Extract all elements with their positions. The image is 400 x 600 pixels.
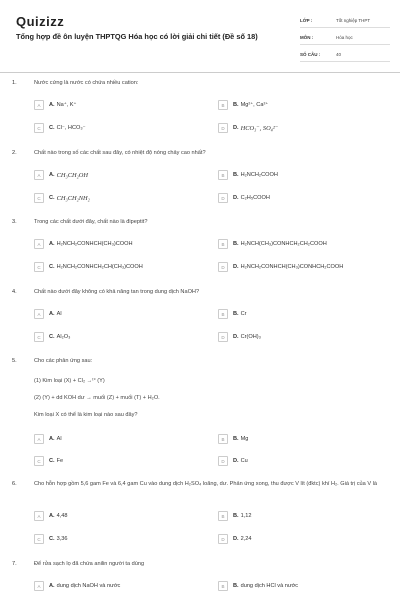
option-letter-badge: D <box>218 262 228 272</box>
option-c[interactable] <box>34 332 70 342</box>
option-label: A. <box>49 436 55 442</box>
option-label: A. <box>49 172 55 178</box>
question-4 <box>12 289 392 349</box>
option-letter-badge: A <box>34 511 44 521</box>
meta-value: 40 <box>336 52 342 57</box>
option-b[interactable] <box>218 581 298 591</box>
option-c[interactable] <box>34 534 67 544</box>
question-number: 2. <box>12 150 17 156</box>
quizizz-logo: Quizizz <box>16 14 65 29</box>
page-header <box>0 0 400 72</box>
meta-row-subject <box>300 31 390 45</box>
option-text: CH₃CH₂OH <box>56 171 89 179</box>
option-letter-badge: D <box>218 534 228 544</box>
option-letter-badge: D <box>218 193 228 203</box>
option-label: B. <box>233 172 239 178</box>
option-text: Mg <box>240 436 249 442</box>
option-text: H₂NCH₂CONHCH(CH₃)COOH <box>56 241 133 247</box>
option-label: C. <box>49 264 55 270</box>
header-divider <box>0 72 400 73</box>
option-letter-badge: C <box>34 193 44 203</box>
option-b[interactable] <box>218 239 327 249</box>
option-text: 2,24 <box>240 536 252 542</box>
option-text: HCO₃⁻, SO₄²⁻ <box>240 125 279 132</box>
option-label: B. <box>233 583 239 589</box>
option-letter-badge: C <box>34 123 44 133</box>
option-c[interactable] <box>34 123 86 133</box>
option-text: 3,36 <box>56 536 68 542</box>
option-a[interactable] <box>34 170 88 180</box>
option-letter-badge: A <box>34 239 44 249</box>
question-2 <box>12 150 392 210</box>
option-text: Cr(OH)₃ <box>240 334 261 340</box>
option-label: C. <box>49 334 55 340</box>
option-label: D. <box>233 264 239 270</box>
question-text: Cho các phản ứng sau: <box>34 358 93 364</box>
document-title: Tổng hợp đề ôn luyện THPTQG Hóa học có lời giải chi tiết (Đề số 18) <box>16 32 258 41</box>
option-a[interactable] <box>34 511 67 521</box>
option-letter-badge: A <box>34 170 44 180</box>
question-number: 5. <box>12 358 17 364</box>
option-letter-badge: B <box>218 511 228 521</box>
option-b[interactable] <box>218 511 251 521</box>
option-label: A. <box>49 583 55 589</box>
question-7 <box>12 561 392 597</box>
option-text: dung dịch NaOH và nước <box>56 583 121 589</box>
option-text: Fe <box>56 458 64 464</box>
option-text: H₂NCH₂CONHCH(CH₃)CONHCH₂COOH <box>240 264 344 270</box>
option-text: CH₃CH₂NH₂ <box>56 194 90 202</box>
question-text: Để rửa sạch lọ đã chứa anilin người ta dùng <box>34 561 145 567</box>
option-text: Cl⁻, HCO₃⁻ <box>56 125 86 131</box>
option-text: 4,48 <box>56 513 68 519</box>
question-3 <box>12 219 392 279</box>
option-d[interactable] <box>218 534 251 544</box>
option-letter-badge: C <box>34 332 44 342</box>
option-letter-badge: B <box>218 434 228 444</box>
option-letter-badge: B <box>218 581 228 591</box>
option-label: D. <box>233 458 239 464</box>
option-label: D. <box>233 125 239 131</box>
option-d[interactable] <box>218 332 261 342</box>
option-letter-badge: C <box>34 262 44 272</box>
question-number: 7. <box>12 561 17 567</box>
option-b[interactable] <box>218 170 278 180</box>
option-b[interactable] <box>218 100 268 110</box>
question-text: Chất nào trong số các chất sau đây, có nhiệt độ nóng chảy cao nhất? <box>34 150 206 156</box>
option-d[interactable] <box>218 262 343 272</box>
option-text: Cr <box>240 311 247 317</box>
option-letter-badge: A <box>34 581 44 591</box>
option-d[interactable] <box>218 193 270 203</box>
option-letter-badge: B <box>218 170 228 180</box>
option-d[interactable] <box>218 456 248 466</box>
option-a[interactable] <box>34 239 133 249</box>
question-number: 4. <box>12 289 17 295</box>
question-number: 1. <box>12 80 17 86</box>
question-line: (1) Kim loại (X) + Cl₂ →ᵗ° (Y) <box>34 378 105 384</box>
meta-key: MÔN : <box>300 35 314 40</box>
option-label: C. <box>49 195 55 201</box>
option-text: Al₂O₃ <box>56 334 71 340</box>
question-text: Nước cứng là nước có chứa nhiều cation: <box>34 80 139 86</box>
option-text: Mg²⁺, Ca²⁺ <box>240 102 269 108</box>
option-text: 1,12 <box>240 513 252 519</box>
question-5 <box>12 358 392 473</box>
question-text: Trong các chất dưới đây, chất nào là đipeptit? <box>34 219 148 225</box>
question-text: Chất nào dưới đây không có khả năng tan trong dung dịch NaOH? <box>34 289 200 295</box>
meta-key: SỐ CÂU : <box>300 52 321 57</box>
option-letter-badge: D <box>218 123 228 133</box>
meta-row-class <box>300 14 390 28</box>
option-text: Cu <box>240 458 248 464</box>
option-text: C₂H₅COOH <box>240 195 270 201</box>
option-letter-badge: A <box>34 100 44 110</box>
option-letter-badge: A <box>34 434 44 444</box>
option-label: C. <box>49 125 55 131</box>
option-label: B. <box>233 102 239 108</box>
question-line: (2) (Y) + dd KOH dư → muối (Z) + muối (T) + H₂O. <box>34 395 160 401</box>
option-text: H₂NCH(CH₃)CONHCH₂CH₂COOH <box>240 241 327 247</box>
option-c[interactable] <box>34 193 90 203</box>
option-label: C. <box>49 458 55 464</box>
option-a[interactable] <box>34 434 62 444</box>
question-6 <box>12 481 392 551</box>
question-1 <box>12 80 392 140</box>
meta-row-count <box>300 48 390 62</box>
option-label: A. <box>49 513 55 519</box>
question-number: 6. <box>12 481 17 487</box>
question-text: Cho hỗn hợp gồm 5,6 gam Fe và 6,4 gam Cu vào dung dịch H₂SO₄ loãng, dư. Phản ứng xong, thu được V lít (đktc) khí H₂. Giá trị của V là <box>34 481 377 487</box>
option-label: D. <box>233 195 239 201</box>
option-label: B. <box>233 436 239 442</box>
option-text: Na⁺, K⁺ <box>56 102 77 108</box>
option-letter-badge: A <box>34 309 44 319</box>
option-text: H₂NCH₂COOH <box>240 172 278 178</box>
question-number: 3. <box>12 219 17 225</box>
meta-value: Hóa học <box>336 35 353 40</box>
option-label: A. <box>49 311 55 317</box>
option-label: A. <box>49 241 55 247</box>
option-letter-badge: B <box>218 309 228 319</box>
option-letter-badge: B <box>218 100 228 110</box>
option-label: B. <box>233 311 239 317</box>
option-label: A. <box>49 102 55 108</box>
option-letter-badge: D <box>218 332 228 342</box>
option-c[interactable] <box>34 262 143 272</box>
option-b[interactable] <box>218 434 248 444</box>
question-line: Kim loại X có thể là kim loại nào sau đây? <box>34 412 138 418</box>
option-label: D. <box>233 536 239 542</box>
option-letter-badge: D <box>218 456 228 466</box>
option-label: C. <box>49 536 55 542</box>
option-a[interactable] <box>34 100 77 110</box>
option-label: B. <box>233 241 239 247</box>
option-d[interactable] <box>218 123 278 133</box>
option-letter-badge: C <box>34 456 44 466</box>
option-letter-badge: B <box>218 239 228 249</box>
option-text: dung dịch HCl và nước <box>240 583 299 589</box>
meta-table <box>300 14 390 65</box>
option-label: D. <box>233 334 239 340</box>
option-text: Al <box>56 436 62 442</box>
meta-value: Tốt nghiệp THPT <box>336 18 371 23</box>
option-a[interactable] <box>34 581 120 591</box>
option-c[interactable] <box>34 456 63 466</box>
meta-key: LỚP : <box>300 18 313 23</box>
option-label: B. <box>233 513 239 519</box>
option-b[interactable] <box>218 309 247 319</box>
option-text: H₂NCH₂CONHCH₂CH(CH₃)COOH <box>56 264 143 270</box>
option-letter-badge: C <box>34 534 44 544</box>
option-a[interactable] <box>34 309 62 319</box>
option-text: Al <box>56 311 62 317</box>
